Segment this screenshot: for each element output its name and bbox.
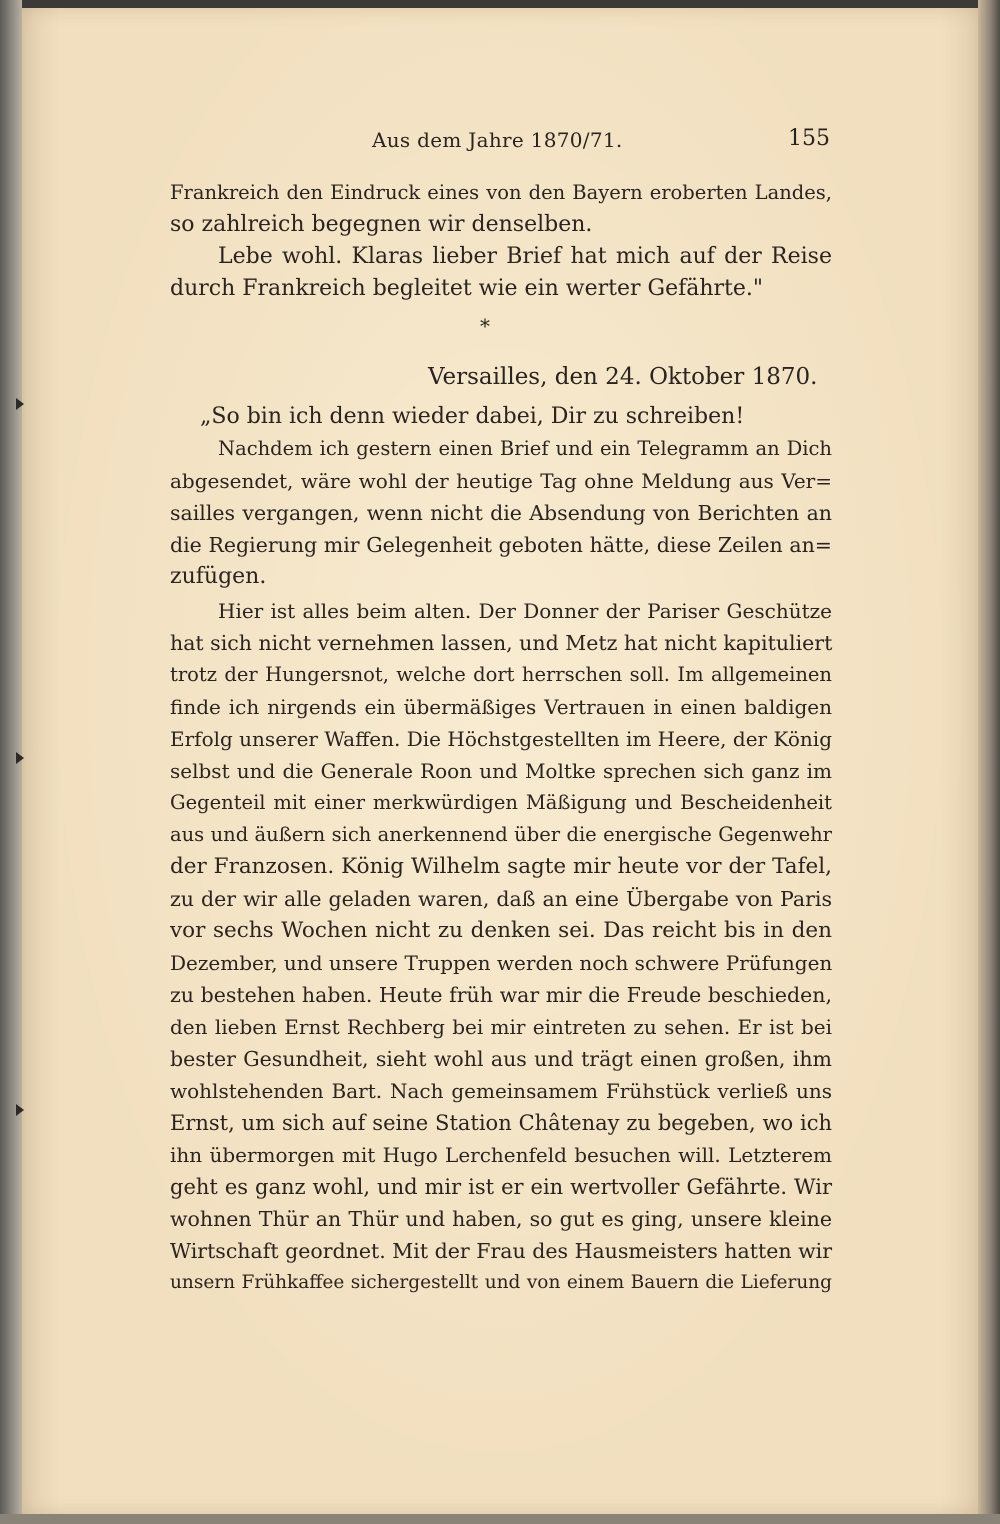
text-line: Erfolg unserer Waffen. Die Höchstgestellten im Heere, der König bbox=[170, 727, 832, 751]
text-line: durch Frankreich begleitet wie ein werter Gefährte." bbox=[170, 276, 764, 301]
text-line: trotz der Hungersnot, welche dort herrschen soll. Im allgemeinen bbox=[170, 663, 832, 686]
text-line: wohlstehenden Bart. Nach gemeinsamem Frühstück verließ uns bbox=[170, 1079, 832, 1103]
text-line: ihn übermorgen mit Hugo Lerchenfeld besuchen will. Letzterem bbox=[170, 1143, 832, 1167]
text-line: zufügen. bbox=[170, 564, 267, 589]
text-line: aus und äußern sich anerkennend über die energische Gegenwehr bbox=[170, 823, 832, 846]
running-title: Aus dem Jahre 1870/71. bbox=[372, 128, 623, 152]
text-line: Dezember, und unsere Truppen werden noch schwere Prüfungen bbox=[170, 951, 833, 975]
text-line: selbst und die Generale Roon und Moltke sprechen sich ganz im bbox=[170, 759, 832, 783]
text-line: Gegenteil mit einer merkwürdigen Mäßigung und Bescheidenheit bbox=[170, 791, 832, 814]
text-line: bester Gesundheit, sieht wohl aus und trägt einen großen, ihm bbox=[170, 1047, 832, 1071]
text-line: die Regierung mir Gelegenheit geboten hätte, diese Zeilen an= bbox=[170, 533, 832, 557]
page-number: 155 bbox=[788, 126, 830, 151]
letter-dateline: Versailles, den 24. Oktober 1870. bbox=[428, 364, 818, 390]
text-line: zu bestehen haben. Heute früh war mir die Freude beschieden, bbox=[170, 983, 832, 1007]
text-line: Nachdem ich gestern einen Brief und ein Telegramm an Dich bbox=[218, 437, 832, 460]
text-line: Hier ist alles beim alten. Der Donner der Pariser Geschütze bbox=[218, 599, 832, 623]
text-line: hat sich nicht vernehmen lassen, und Metz hat nicht kapituliert bbox=[170, 631, 833, 655]
margin-mark-icon bbox=[16, 752, 24, 764]
page-stack-right bbox=[978, 0, 1000, 1524]
text-line: so zahlreich begegnen wir denselben. bbox=[170, 212, 593, 237]
margin-mark-icon bbox=[16, 1104, 24, 1116]
text-line: vor sechs Wochen nicht zu denken sei. Das reicht bis in den bbox=[170, 918, 832, 943]
section-separator: * bbox=[480, 314, 490, 338]
text-line: Wirtschaft geordnet. Mit der Frau des Hausmeisters hatten wir bbox=[170, 1239, 832, 1263]
page-stack-bottom bbox=[0, 1514, 1000, 1524]
text-line: finde ich nirgends ein übermäßiges Vertrauen in einen baldigen bbox=[170, 695, 832, 719]
text-line: den lieben Ernst Rechberg bei mir eintreten zu sehen. Er ist bei bbox=[170, 1015, 832, 1039]
text-line: unsern Frühkaffee sichergestellt und von einem Bauern die Lieferung bbox=[170, 1272, 832, 1293]
text-line: wohnen Thür an Thür und haben, so gut es ging, unsere kleine bbox=[170, 1207, 832, 1231]
text-line: Frankreich den Eindruck eines von den Bayern eroberten Landes, bbox=[170, 181, 832, 204]
margin-mark-icon bbox=[16, 398, 24, 410]
text-line: Ernst, um sich auf seine Station Châtenay zu begeben, wo ich bbox=[170, 1111, 832, 1135]
text-line: geht es ganz wohl, und mir ist er ein wertvoller Gefährte. Wir bbox=[170, 1175, 832, 1199]
text-line: Lebe wohl. Klaras lieber Brief hat mich auf der Reise bbox=[218, 244, 832, 269]
text-line: sailles vergangen, wenn nicht die Absendung von Berichten an bbox=[170, 501, 832, 525]
text-line: „So bin ich denn wieder dabei, Dir zu schreiben! bbox=[200, 404, 745, 429]
text-line: abgesendet, wäre wohl der heutige Tag ohne Meldung aus Ver= bbox=[170, 469, 832, 493]
text-line: der Franzosen. König Wilhelm sagte mir heute vor der Tafel, bbox=[170, 854, 832, 879]
text-line: zu der wir alle geladen waren, daß an eine Übergabe von Paris bbox=[170, 887, 832, 911]
